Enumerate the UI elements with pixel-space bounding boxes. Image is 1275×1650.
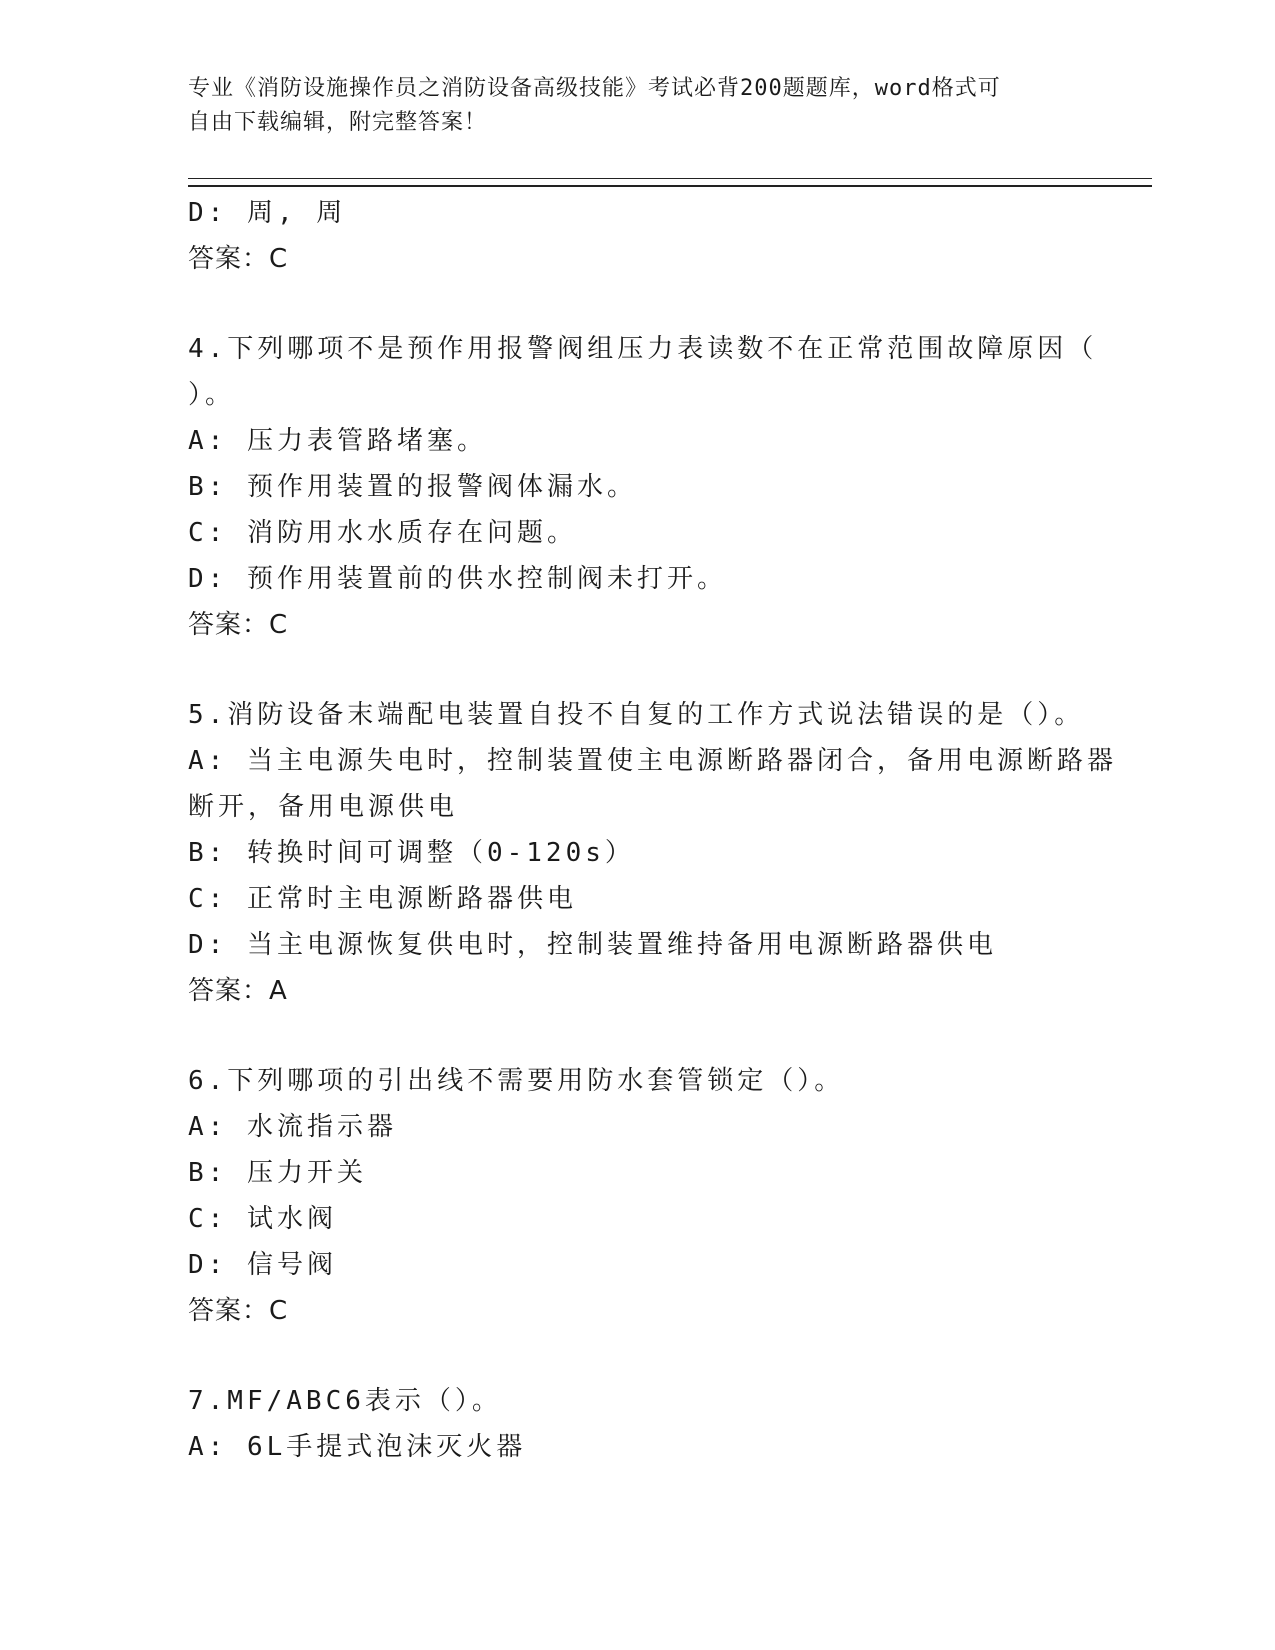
option-d: D: 信号阀 — [188, 1250, 337, 1280]
option-c: C: 试水阀 — [188, 1204, 337, 1234]
option-d: D: 周, 周 — [188, 198, 347, 228]
question-stem: 4.下列哪项不是预作用报警阀组压力表读数不在正常范围故障原因（ — [188, 334, 1098, 364]
option-a: A: 当主电源失电时，控制装置使主电源断路器闭合，备用电源断路器 — [188, 746, 1117, 776]
question-stem: 5.消防设备末端配电装置自投不自复的工作方式说法错误的是（）。 — [188, 700, 1085, 730]
question-stem-continued: ）。 — [188, 380, 236, 410]
question-4 — [188, 326, 1098, 648]
option-a-continued: 断开，备用电源供电 — [188, 792, 459, 822]
previous-question-fragment — [188, 190, 1088, 282]
option-a: A: 6L手提式泡沫灭火器 — [188, 1432, 527, 1462]
question-list — [188, 190, 1117, 1470]
option-b: B: 预作用装置的报警阀体漏水。 — [188, 472, 637, 502]
answer-line: 答案：A — [188, 976, 288, 1006]
option-c: C: 正常时主电源断路器供电 — [188, 884, 577, 914]
option-d: D: 预作用装置前的供水控制阀未打开。 — [188, 564, 727, 594]
question-stem: 6.下列哪项的引出线不需要用防水套管锁定（）。 — [188, 1066, 845, 1096]
option-d: D: 当主电源恢复供电时，控制装置维持备用电源断路器供电 — [188, 930, 997, 960]
question-stem: 7.MF/ABC6表示（）。 — [188, 1386, 502, 1416]
answer-line: 答案：C — [188, 1296, 289, 1326]
question-7 — [188, 1378, 1088, 1470]
question-6 — [188, 1058, 1088, 1334]
answer-line: 答案：C — [188, 610, 289, 640]
option-a: A: 压力表管路堵塞。 — [188, 426, 487, 456]
document-header — [188, 72, 1068, 140]
option-c: C: 消防用水水质存在问题。 — [188, 518, 577, 548]
option-a: A: 水流指示器 — [188, 1112, 397, 1142]
header-divider — [188, 178, 1152, 187]
answer-line: 答案：C — [188, 244, 289, 274]
option-b: B: 转换时间可调整（0-120s） — [188, 838, 635, 868]
header-line-1: 专业《消防设施操作员之消防设备高级技能》考试必背200题题库，word格式可 — [188, 76, 1001, 101]
header-line-2: 自由下载编辑，附完整答案！ — [188, 110, 488, 135]
option-b: B: 压力开关 — [188, 1158, 367, 1188]
question-5 — [188, 692, 1117, 1014]
